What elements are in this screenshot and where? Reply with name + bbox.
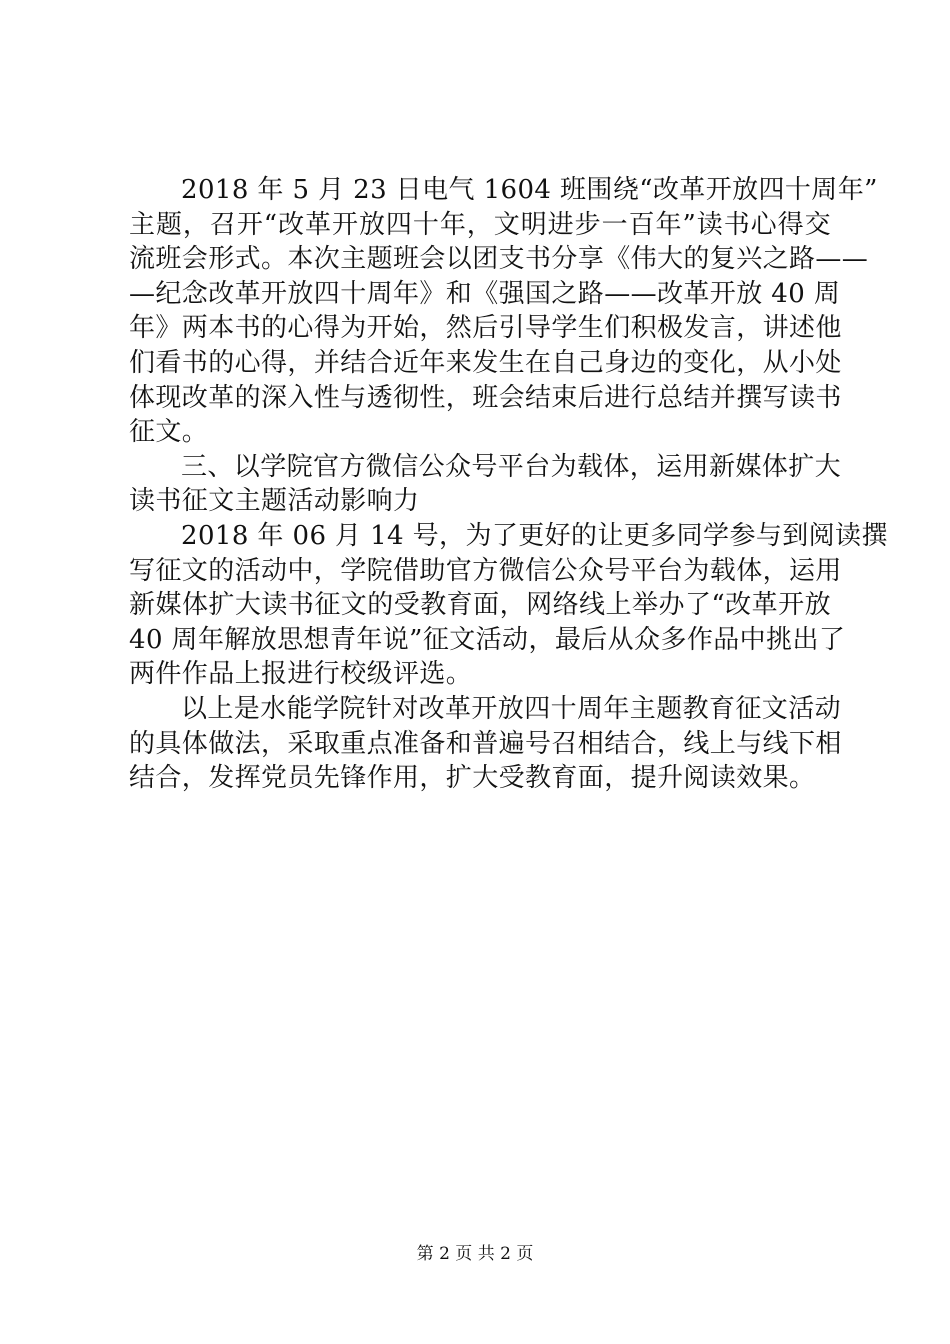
text-line: 们看书的心得，并结合近年来发生在自己身边的变化，从小处 — [129, 347, 842, 378]
section-heading-three — [129, 450, 842, 519]
paragraph-wechat-activity — [129, 519, 888, 692]
text-line: —纪念改革开放四十周年》和《强国之路——改革开放 40 周 — [129, 278, 841, 309]
heading-line: 读书征文主题活动影响力 — [129, 486, 420, 517]
text-line: 两件作品上报进行校级评选。 — [129, 659, 473, 690]
text-line: 结合，发挥党员先锋作用，扩大受教育面，提升阅读效果。 — [129, 763, 816, 794]
text-line: 流班会形式。本次主题班会以团支书分享《伟大的复兴之路—— — [129, 244, 869, 275]
paragraph-activity-report — [129, 173, 878, 450]
text-line: 体现改革的深入性与透彻性，班会结束后进行总结并撰写读书 — [129, 382, 842, 413]
text-line: 征文。 — [129, 417, 209, 448]
text-line: 年》两本书的心得为开始，然后引导学生们积极发言，讲述他 — [129, 313, 842, 344]
text-line: 以上是水能学院针对改革开放四十周年主题教育征文活动 — [181, 693, 842, 724]
text-line: 主题，召开“改革开放四十年，文明进步一百年”读书心得交 — [129, 209, 831, 240]
heading-line: 三、以学院官方微信公众号平台为载体，运用新媒体扩大 — [181, 451, 842, 482]
paragraph-summary — [129, 692, 842, 796]
text-line: 写征文的活动中，学院借助官方微信公众号平台为载体，运用 — [129, 555, 842, 586]
text-line: 新媒体扩大读书征文的受教育面，网络线上举办了“改革开放 — [129, 590, 831, 621]
page-number-footer: 第 2 页 共 2 页 — [416, 1244, 534, 1264]
text-line: 2018 年 5 月 23 日电气 1604 班围绕“改革开放四十周年” — [181, 175, 878, 205]
document-body — [129, 173, 888, 796]
text-line: 40 周年解放思想青年说”征文活动，最后从众多作品中挑出了 — [129, 624, 846, 655]
text-line: 2018 年 06 月 14 号，为了更好的让更多同学参与到阅读撰 — [181, 520, 888, 551]
text-line: 的具体做法，采取重点准备和普遍号召相结合，线上与线下相 — [129, 728, 842, 759]
